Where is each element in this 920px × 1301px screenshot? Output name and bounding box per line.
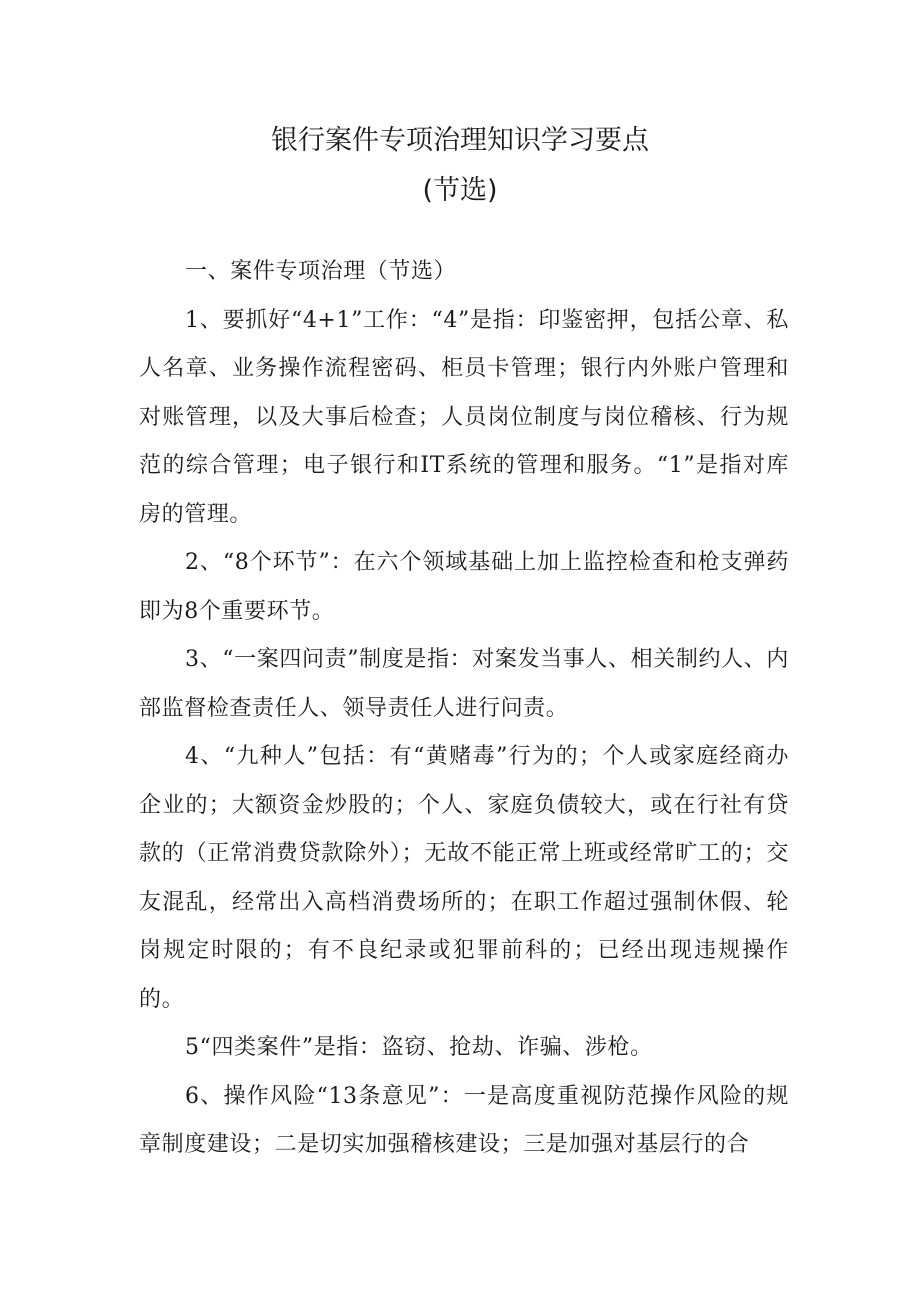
document-title: 银行案件专项治理知识学习要点 xyxy=(271,125,649,156)
document-subtitle: (节选) xyxy=(422,175,498,206)
paragraph-item-1: 1、要抓好“4+1”工作：“4”是指：印鉴密押，包括公章、私人名章、业务操作流程密码、柜员卡管理；银行内外账户管理和对账管理，以及大事后检查；人员岗位制度与岗位稽核、行为规范的综合管理；电子银行和IT系统的管理和服务。“1”是指对库房的管理。 xyxy=(139,307,789,527)
paragraph-item-6: 6、操作风险“13条意见”：一是高度重视防范操作风险的规章制度建设；二是切实加强稽核建设；三是加强对基层行的合 xyxy=(139,1083,789,1157)
paragraph-item-5: 5“四类案件”是指：盗窃、抢劫、诈骗、涉枪。 xyxy=(185,1035,653,1060)
document-body xyxy=(139,248,789,1170)
section-heading: 一、案件专项治理（节选） xyxy=(185,259,457,284)
paragraph-item-4: 4、“九种人”包括：有“黄赌毒”行为的；个人或家庭经商办企业的；大额资金炒股的；个人、家庭负债较大，或在行社有贷款的（正常消费贷款除外）；无故不能正常上班或经常旷工的；交友混乱，经常出入高档消费场所的；在职工作超过强制休假、轮岗规定时限的；有不良纪录或犯罪前科的；已经出现违规操作的。 xyxy=(139,744,789,1012)
paragraph-item-2: 2、“8个环节”：在六个领域基础上加上监控检查和枪支弹药即为8个重要环节。 xyxy=(139,550,789,624)
paragraph-item-3: 3、“一案四问责”制度是指：对案发当事人、相关制约人、内部监督检查责任人、领导责任人进行问责。 xyxy=(139,647,789,721)
